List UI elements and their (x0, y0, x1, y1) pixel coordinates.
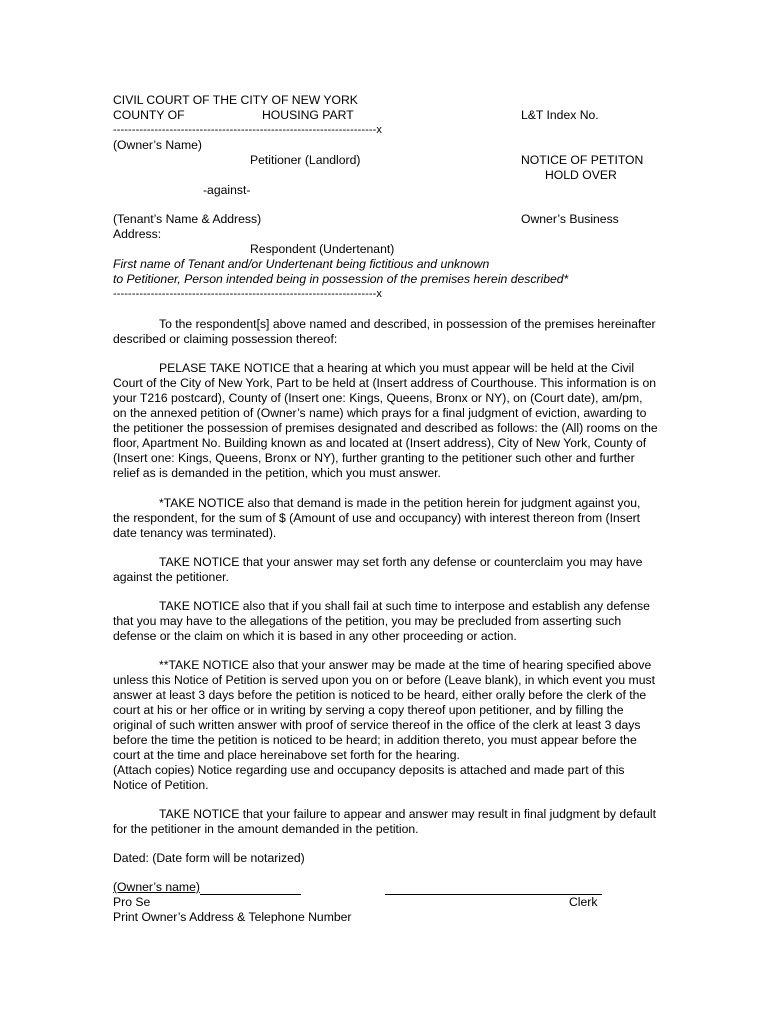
paragraph-answer-defense: TAKE NOTICE that your answer may set forth any defense or counterclaim you may have against the petitioner. (113, 555, 643, 584)
paragraph-judgment-demand: *TAKE NOTICE also that demand is made in the petition herein for judgment against you, the respondent, for the sum of $ (Amount of use and occupancy) with interest thereon from (Insert date tenancy was terminated). (113, 496, 641, 540)
against-label: -against- (203, 183, 251, 197)
owners-business-label: Owner’s Business (521, 212, 619, 226)
owner-signature-line (200, 894, 301, 895)
dated-line: Dated: (Date form will be notarized) (113, 851, 305, 865)
respondent-label: Respondent (Undertenant) (250, 242, 395, 256)
paragraph-addressee: To the respondent[s] above named and described, in possession of the premises hereinafter described or claiming possession thereof: (113, 317, 656, 346)
caption-divider-bottom: ----------------------------------------------------------------------x (113, 288, 383, 300)
tenant-name-placeholder: (Tenant’s Name & Address) (113, 212, 262, 226)
owner-signature-name: (Owner’s name) (113, 880, 200, 894)
paragraph-answer-timing: **TAKE NOTICE also that your answer may be made at the time of hearing specified above unless this Notice of Petition is served upon you on or before (Leave blank), in which event you must answer at least 3 days before the petition is noticed to be heard, either orally before the clerk of the court at his or her office or in writing by serving a copy thereof upon petitioner, and by filling the original of such written answer with proof of service thereof in the office of the clerk at least 3 days before the time the petition is noticed to be heard; in addition thereto, you must appear before the court at the time and place hereinabove set forth for the hearing. (Attach copies) Notice regarding use and occupancy deposits is attached and made part of this Notice of Petition. (113, 658, 655, 792)
fictitious-name-note-line2: to Petitioner, Person intended being in possession of the premises herein described* (113, 272, 569, 286)
address-label: Address: (113, 227, 162, 241)
paragraph-default-judgment: TAKE NOTICE that your failure to appear and answer may result in final judgment by default for the petitioner in the amount demanded in the petition. (113, 807, 656, 836)
pro-se-label: Pro Se (113, 895, 151, 909)
paragraph-failure-to-interpose: TAKE NOTICE also that if you shall fail at such time to interpose and establish any defense that you may have to the allegations of the petition, you may be precluded from asserting such defense or the claim on which it is based in any other proceeding or action. (113, 599, 650, 643)
notice-title-line1: NOTICE OF PETITON (521, 153, 644, 167)
fictitious-name-note-line1: First name of Tenant and/or Undertenant being fictitious and unknown (113, 257, 490, 271)
notice-title-line2: HOLD OVER (545, 168, 617, 182)
owner-name-placeholder: (Owner’s Name) (113, 138, 202, 152)
owner-address-instruction: Print Owner’s Address & Telephone Number (113, 910, 352, 924)
petitioner-label: Petitioner (Landlord) (250, 153, 361, 167)
court-name: CIVIL COURT OF THE CITY OF NEW YORK (113, 93, 358, 107)
paragraph-hearing-notice: PELASE TAKE NOTICE that a hearing at which you must appear will be held at the Civil Court of the City of New York, Part to be held at (Insert address of Courthouse. This information is on your T216 postcard), County of (Insert one: Kings, Queens, Bronx or NY), on (Court date), am/pm, on the annexed petition of (Owner’s name) which prays for a final judgment of eviction, awarding to the petitioner the possession of premises designated and described as follows: the (All) rooms on the floor, Apartment No. Building known as and located at (Insert address), City of New York, County of (Insert one: Kings, Queens, Bronx or NY), further granting to the petitioner such other and further relief as is demanded in the petition, which you must answer. (113, 361, 658, 480)
county-label: COUNTY OF (113, 108, 185, 122)
index-number-label: L&T Index No. (521, 108, 599, 122)
housing-part-label: HOUSING PART (262, 108, 354, 122)
clerk-label: Clerk (569, 895, 598, 909)
caption-divider-top: ----------------------------------------------------------------------x (113, 124, 383, 136)
